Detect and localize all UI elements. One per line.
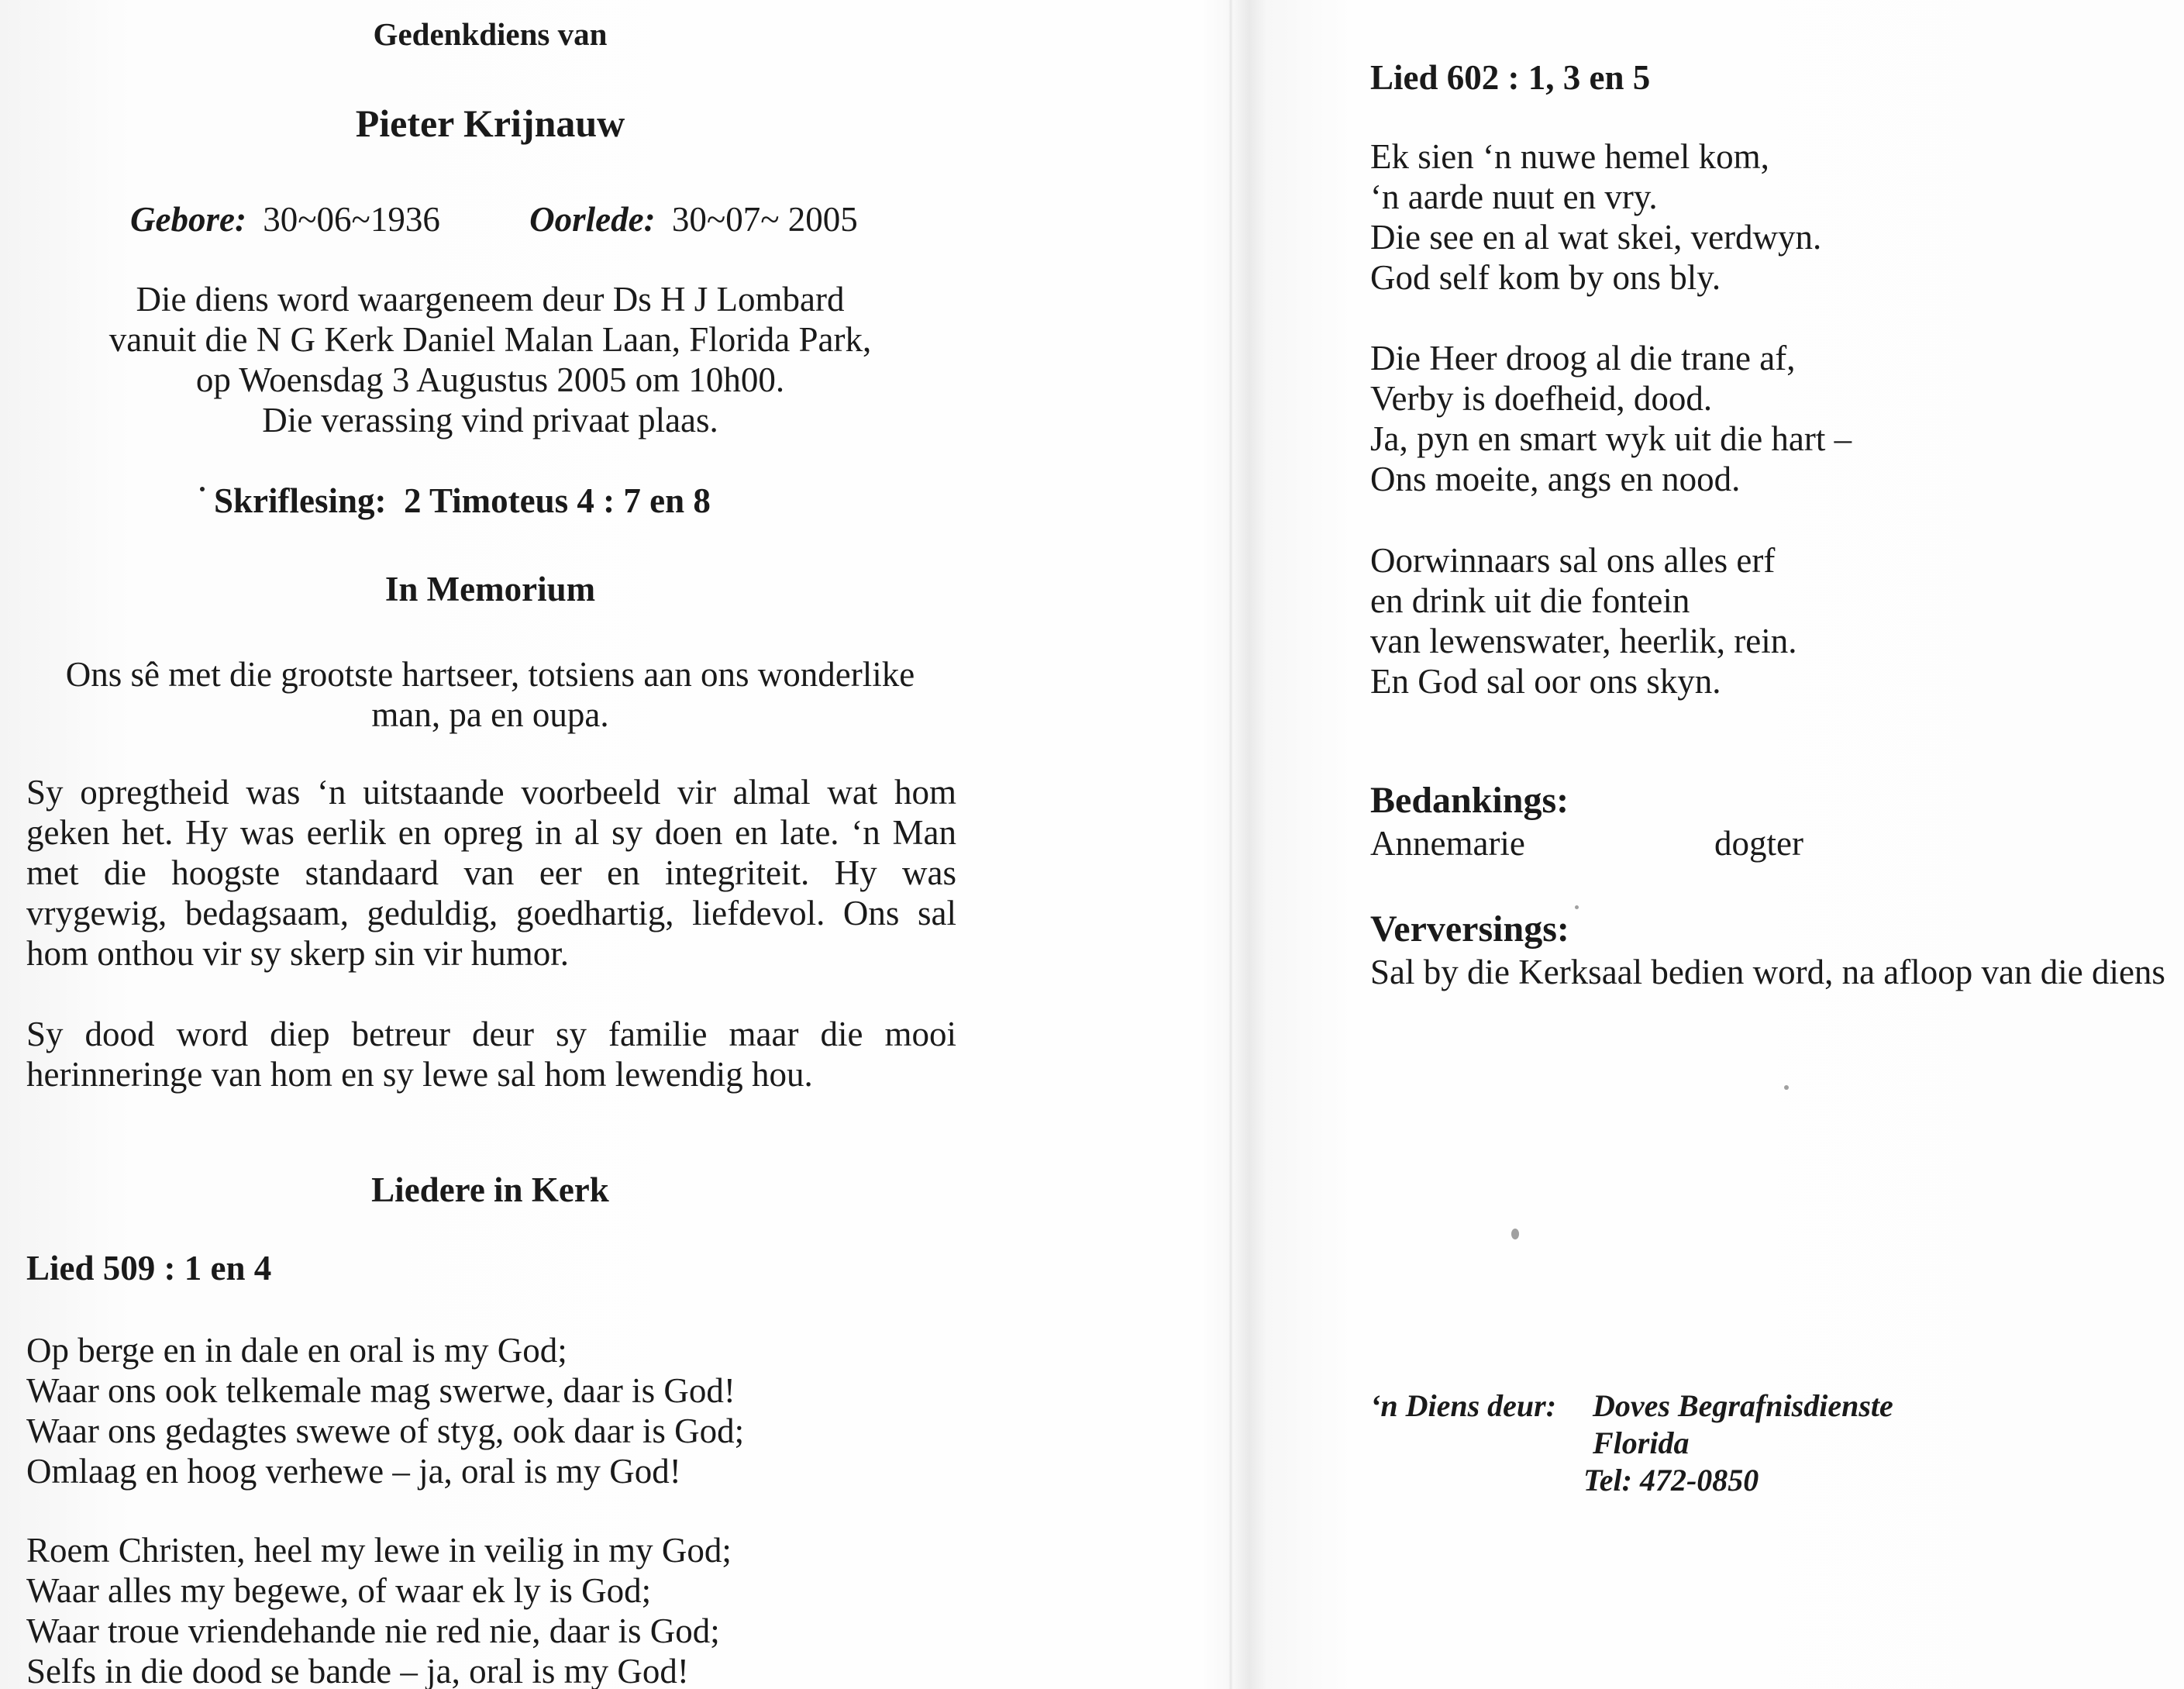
song-verse [26, 1330, 744, 1491]
service-line: Die diens word waargeneem deur Ds H J Lombard [136, 280, 845, 319]
verse-line: Waar troue vriendehande nie red nie, daar is God; [26, 1611, 720, 1650]
service-details [0, 279, 980, 440]
refresh-text: Sal by die Kerksaal bedien word, na afloop van die diens [1370, 953, 2165, 991]
memoriam-intro [0, 654, 980, 735]
thanks-relation: dogter [1714, 824, 1803, 863]
died-label: Oorlede: [529, 200, 656, 239]
verse-line: en drink uit die fontein [1370, 581, 1690, 620]
tribute-paragraph: Sy dood word diep betreur deur sy familie maar die mooi herinneringe van hom en sy lewe sal hom lewendig hou. [26, 1015, 956, 1094]
verse-line: Op berge en in dale en oral is my God; [26, 1331, 567, 1370]
verse-line: God self kom by ons bly. [1370, 258, 1721, 297]
verse-line: Ons moeite, angs en nood. [1370, 460, 1741, 498]
service-line: vanuit die N G Kerk Daniel Malan Laan, Florida Park, [109, 320, 872, 359]
verse-line: Ek sien ‘n nuwe hemel kom, [1370, 137, 1769, 176]
song-title: Lied 602 : 1, 3 en 5 [1370, 58, 1651, 97]
scripture-reading: Skriflesing: 2 Timoteus 4 : 7 en 8 [214, 481, 711, 520]
scan-speck [1575, 905, 1579, 909]
verse-line: van lewenswater, heerlik, rein. [1370, 622, 1797, 660]
left-page [0, 0, 980, 1689]
song-verse [1370, 136, 1821, 298]
verse-line: Oorwinnaars sal ons alles erf [1370, 541, 1776, 580]
verse-line: Waar ons gedagtes swewe of styg, ook daar is God; [26, 1412, 745, 1450]
refresh-heading: Verversings: [1370, 908, 1569, 950]
verse-line: Ja, pyn en smart wyk uit die hart – [1370, 419, 1852, 458]
verse-line: Waar ons ook telkemale mag swerwe, daar is God! [26, 1371, 735, 1410]
song-verse [1370, 540, 1796, 701]
scan-speck [1784, 1085, 1789, 1090]
died-date: 30~07~ 2005 [671, 200, 858, 239]
thanks-heading: Bedankings: [1370, 780, 1569, 821]
verse-line: Omlaag en hoog verhewe – ja, oral is my God! [26, 1452, 681, 1491]
thanks-name: Annemarie [1370, 824, 1525, 863]
verse-line: Waar alles my begewe, of waar ek ly is God; [26, 1571, 652, 1610]
undertaker-name: Doves Begrafnisdienste [1593, 1388, 1893, 1423]
songs-heading: Liedere in Kerk [371, 1170, 609, 1209]
service-line: op Woensdag 3 Augustus 2005 om 10h00. [195, 360, 785, 399]
song-verse [1370, 338, 1852, 499]
scan-speck [1511, 1229, 1519, 1239]
verse-line: En God sal oor ons skyn. [1370, 662, 1721, 701]
dates-row [130, 198, 858, 241]
verse-line: Verby is doefheid, dood. [1370, 379, 1713, 418]
verse-line: Die Heer droog al die trane af, [1370, 339, 1796, 377]
undertaker-tel: Tel: 472-0850 [1583, 1463, 1759, 1498]
page-fold [1228, 0, 1233, 1689]
song-verse [26, 1530, 732, 1689]
memoriam-heading: In Memorium [384, 570, 596, 608]
scan-mark [200, 487, 205, 491]
verse-line: Roem Christen, heel my lewe in veilig in my God; [26, 1531, 732, 1570]
verse-line: ‘n aarde nuut en vry. [1370, 178, 1658, 216]
born-label: Gebore: [130, 200, 246, 239]
verse-line: Die see en al wat skei, verdwyn. [1370, 218, 1822, 257]
song-title: Lied 509 : 1 en 4 [26, 1249, 272, 1287]
deceased-name: Pieter Krijnauw [355, 102, 625, 145]
right-page [1364, 0, 2178, 1689]
verse-line: Selfs in die dood se bande – ja, oral is my God! [26, 1652, 689, 1689]
service-line: Die verassing vind privaat plaas. [262, 401, 718, 439]
memoriam-intro-line: Ons sê met die grootste hartseer, totsiens aan ons wonderlike [65, 655, 915, 694]
header-title: Gedenkdiens van [373, 16, 608, 52]
tribute-paragraph: Sy opregtheid was ‘n uitstaande voorbeeld vir almal wat hom geken het. Hy was eerlik en opreg in al sy doen en late. ‘n Man met die hoogste standaard van eer en integriteit. Hy was vrygewig, bedagsaam, geduldig, goedhartig, liefdevol. Ons sal hom onthou vir sy skerp sin vir humor. [26, 773, 956, 973]
undertaker-city: Florida [1593, 1425, 1690, 1460]
born-date: 30~06~1936 [263, 200, 440, 239]
memoriam-intro-line: man, pa en oupa. [371, 695, 609, 734]
service-by-label: ‘n Diens deur: [1370, 1388, 1557, 1423]
